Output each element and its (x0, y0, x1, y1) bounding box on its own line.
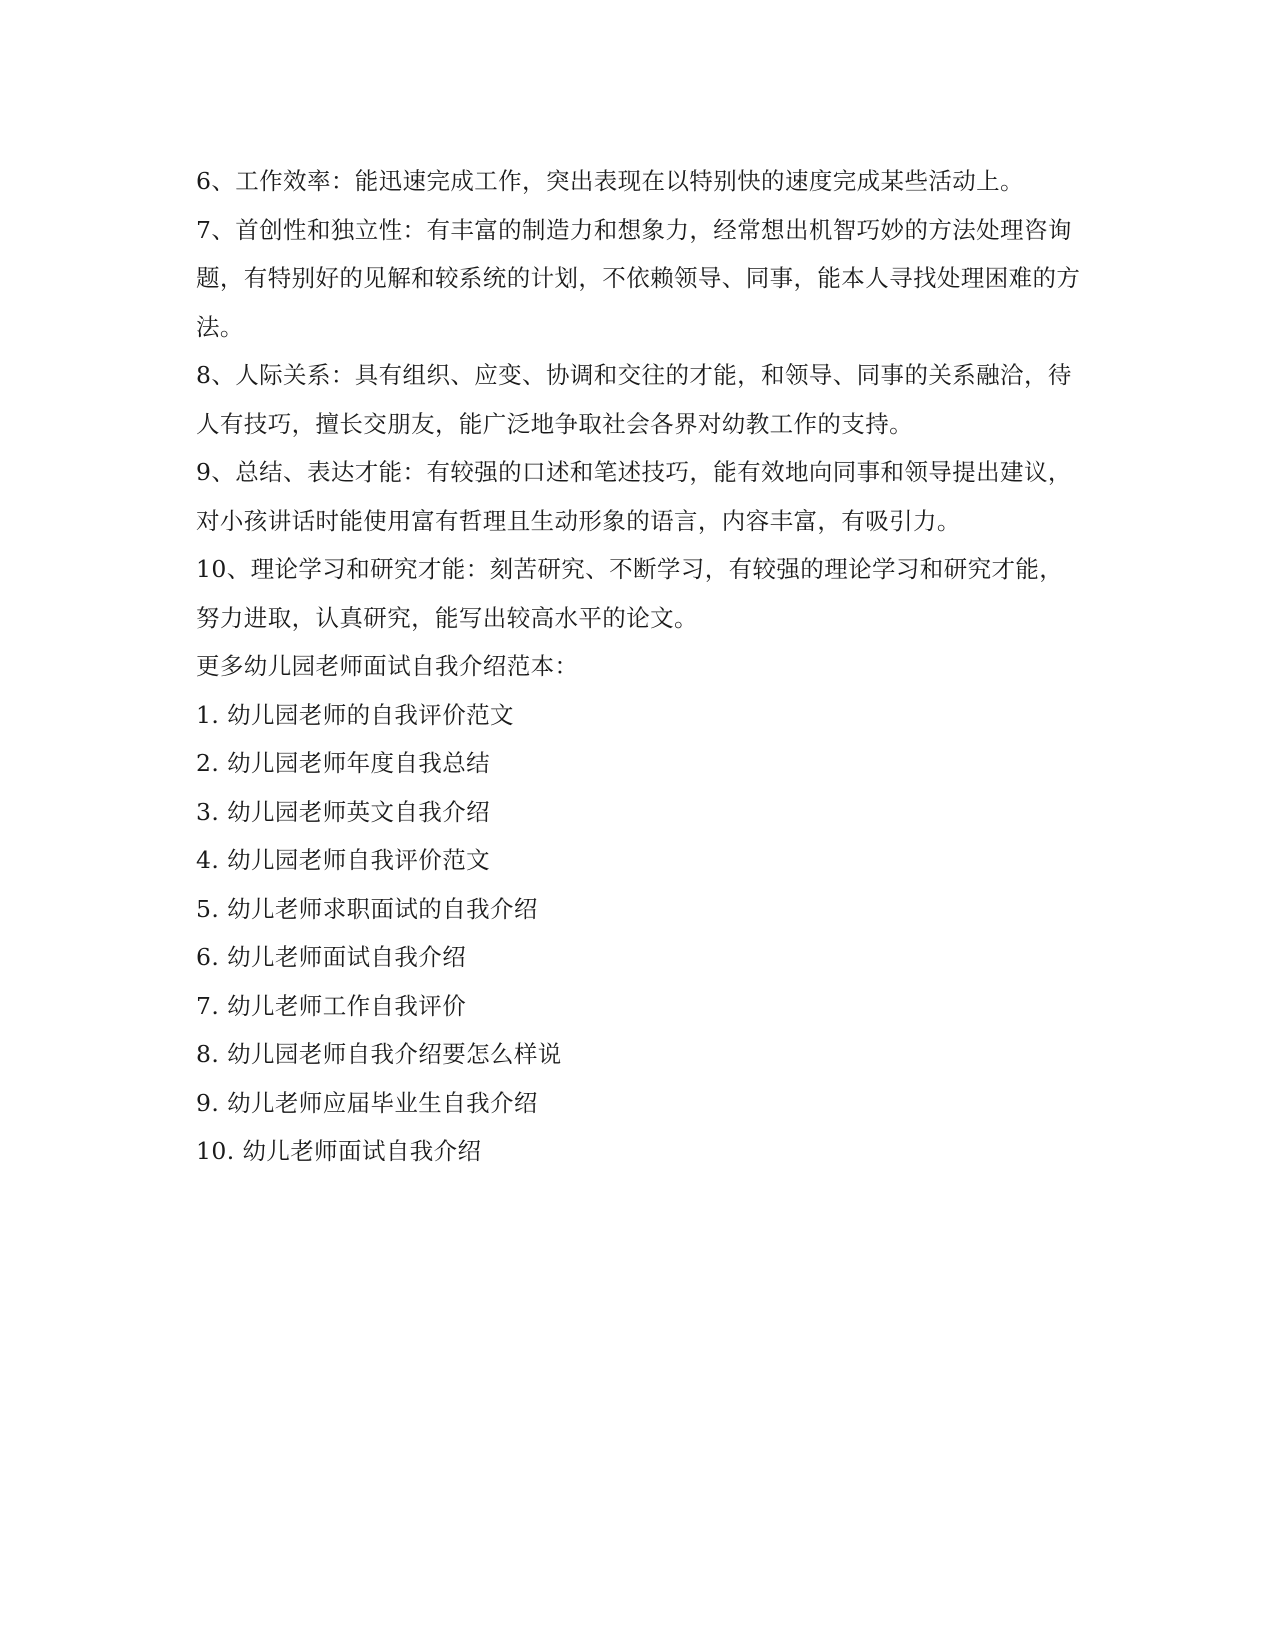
paragraph-work-efficiency: 6、工作效率：能迅速完成工作，突出表现在以特别快的速度完成某些活动上。 (196, 167, 1024, 195)
more-samples-list (196, 691, 1086, 1176)
paragraph-creativity-independence: 7、首创性和独立性：有丰富的制造力和想象力，经常想出机智巧妙的方法处理咨询题，有特别好的见解和较系统的计划，不依赖领导、同事，能本人寻找处理困难的方法。 (196, 215, 1081, 341)
document-body (196, 157, 1086, 1176)
paragraph-summary-expression: 9、总结、表达才能：有较强的口述和笔述技巧，能有效地向同事和领导提出建议，对小孩讲话时能使用富有哲理且生动形象的语言，内容丰富，有吸引力。 (196, 458, 1072, 535)
list-item[interactable]: 4. 幼儿园老师自我评价范文 (196, 846, 490, 874)
list-item[interactable]: 10. 幼儿老师面试自我介绍 (196, 1137, 482, 1165)
list-item[interactable]: 9. 幼儿老师应届毕业生自我介绍 (196, 1088, 538, 1117)
list-item[interactable]: 6. 幼儿老师面试自我介绍 (196, 943, 467, 971)
paragraph-theory-research: 10、理论学习和研究才能：刻苦研究、不断学习，有较强的理论学习和研究才能，努力进取，认真研究，能写出较高水平的论文。 (196, 555, 1064, 632)
list-item[interactable]: 1. 幼儿园老师的自我评价范文 (196, 700, 514, 729)
list-item[interactable]: 8. 幼儿园老师自我介绍要怎么样说 (196, 1040, 562, 1068)
paragraph-interpersonal-relations: 8、人际关系：具有组织、应变、协调和交往的才能，和领导、同事的关系融洽，待人有技巧，擅长交朋友，能广泛地争取社会各界对幼教工作的支持。 (196, 361, 1072, 438)
list-item[interactable]: 5. 幼儿老师求职面试的自我介绍 (196, 894, 538, 923)
list-item[interactable]: 2. 幼儿园老师年度自我总结 (196, 749, 490, 777)
list-item[interactable]: 7. 幼儿老师工作自我评价 (196, 991, 467, 1020)
more-samples-heading: 更多幼儿园老师面试自我介绍范本： (196, 652, 579, 680)
list-item[interactable]: 3. 幼儿园老师英文自我介绍 (196, 797, 490, 826)
